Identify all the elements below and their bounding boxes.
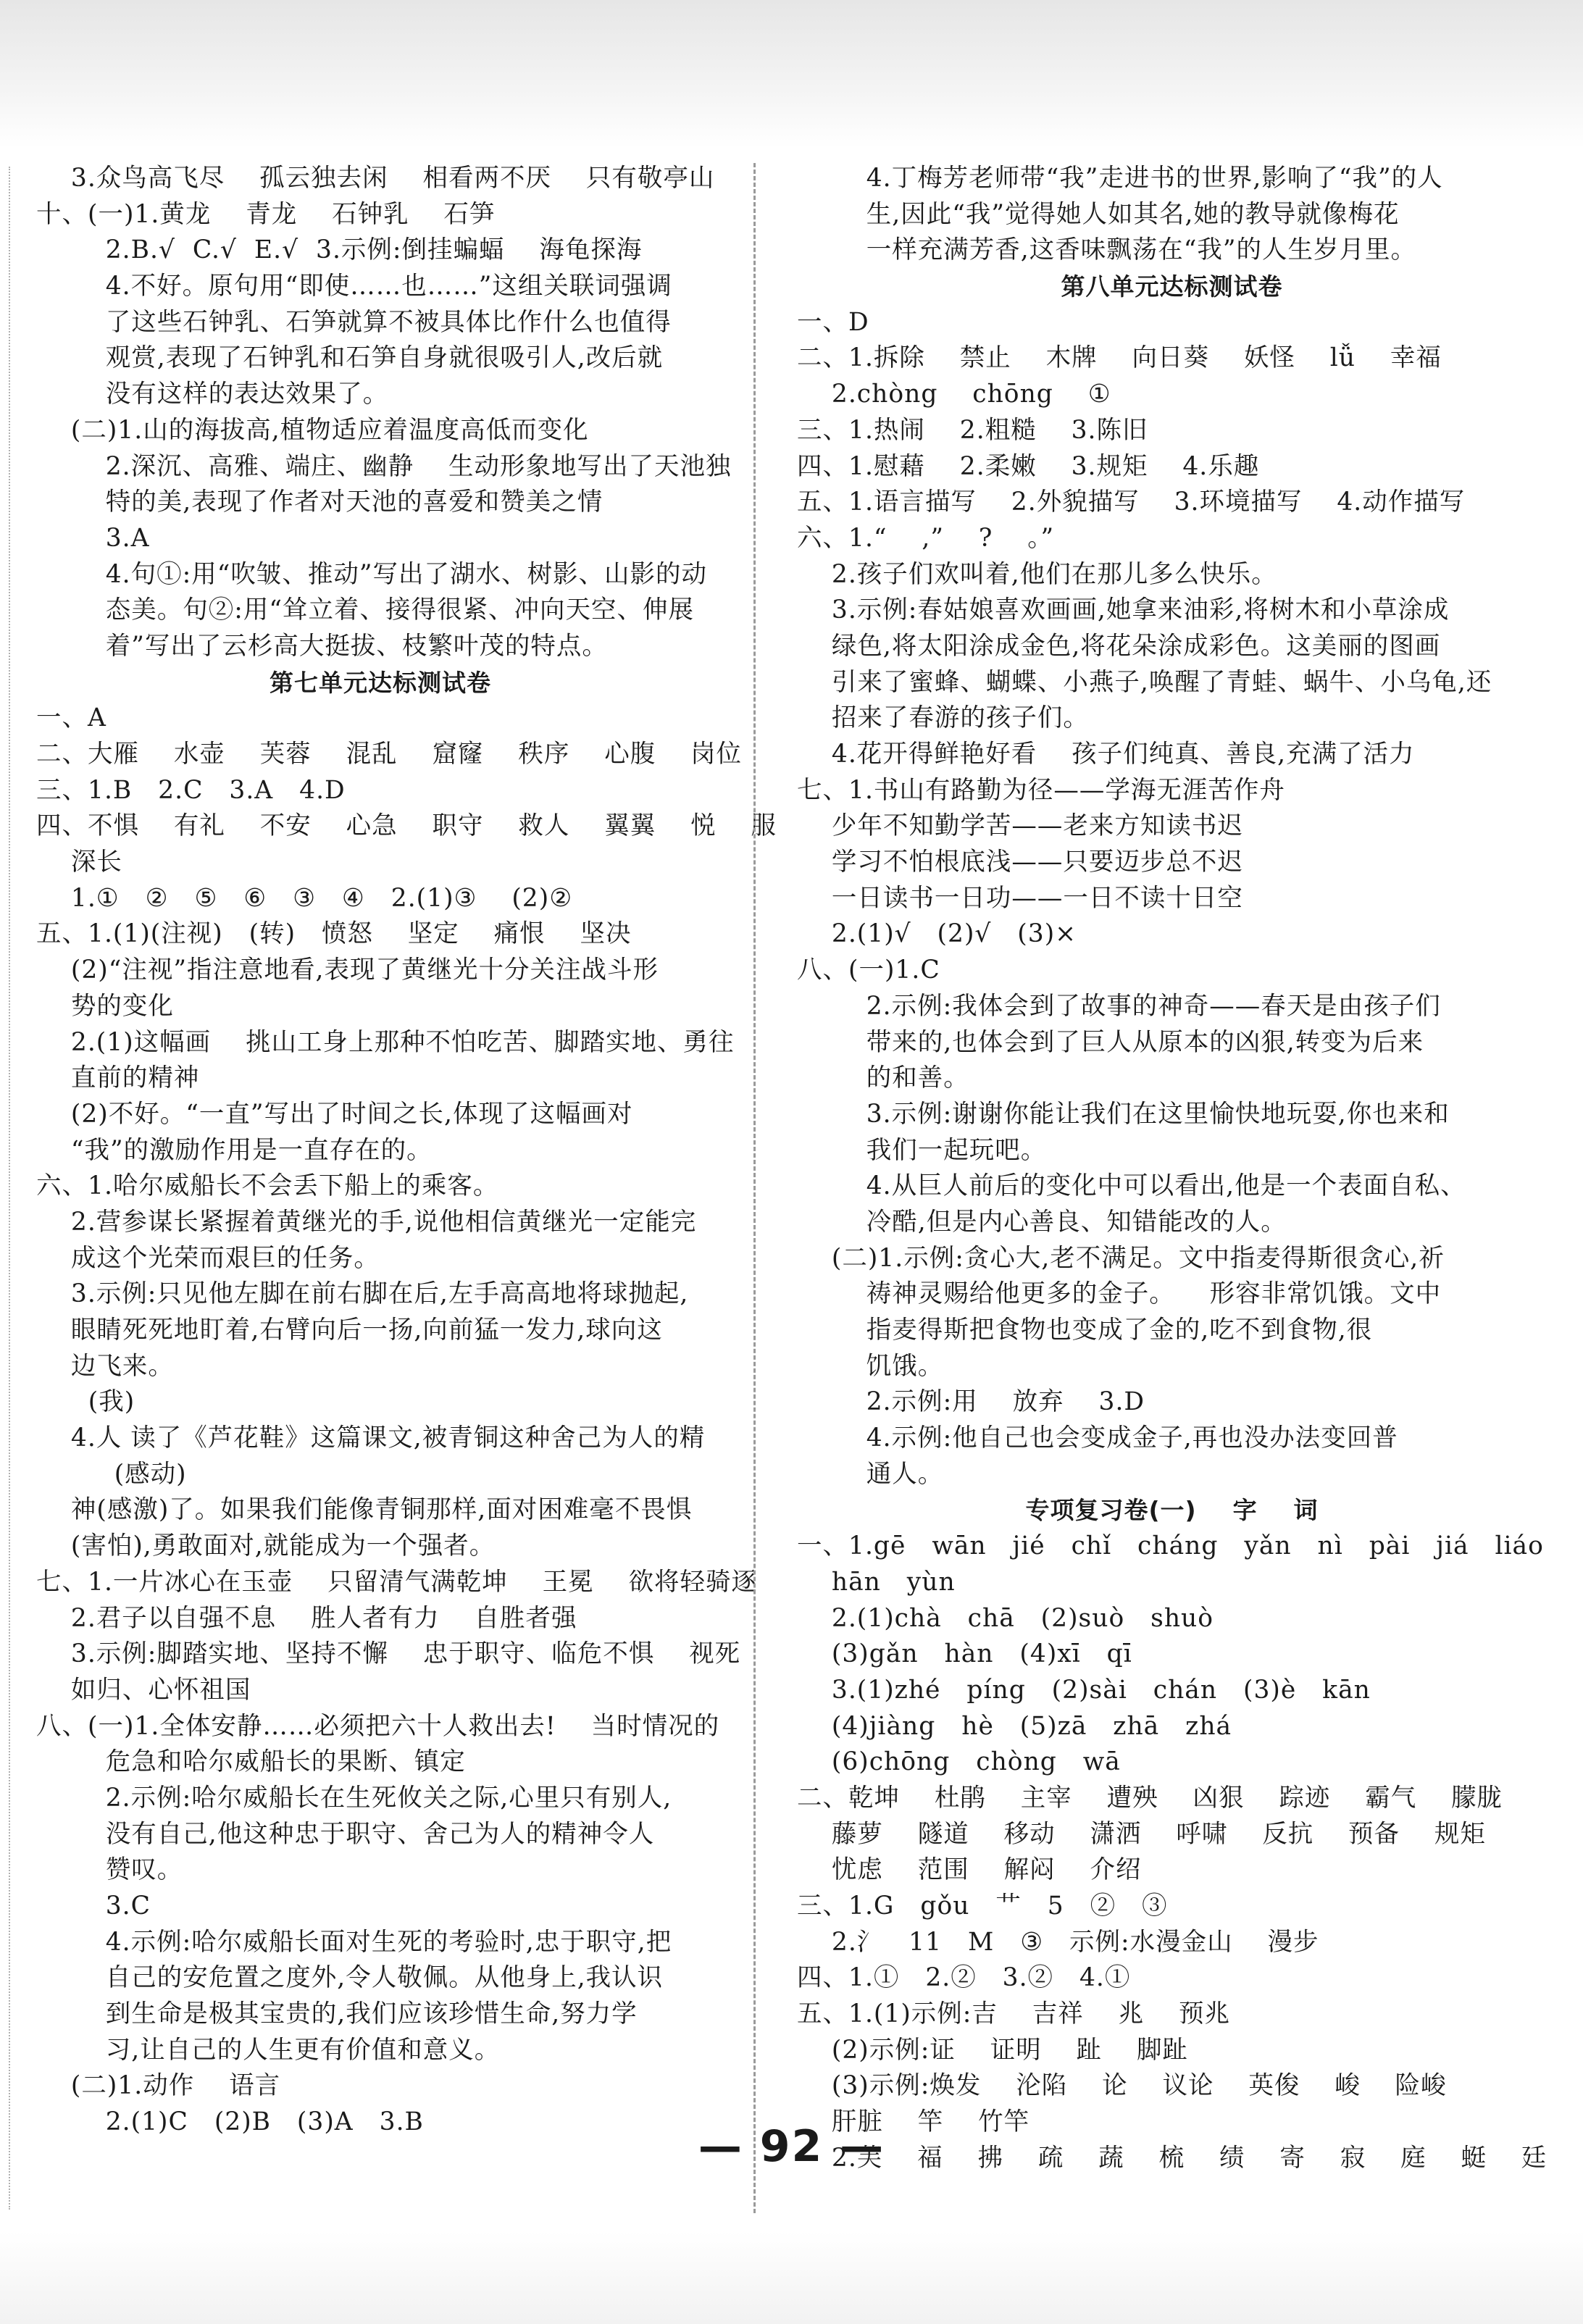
- answer-line: 3.示例:只见他左脚在前右脚在后,左手高高地将球抛起,: [36, 1279, 689, 1309]
- answer-line: 4.花开得鲜艳好看 孩子们纯真、善良,充满了活力: [797, 740, 1415, 769]
- answer-line: 2.chòng chōng ①: [797, 380, 1111, 409]
- answer-line: 3.示例:脚踏实地、坚持不懈 忠于职守、临危不惧 视死: [36, 1639, 741, 1669]
- answer-line: 2.示例:用 放弃 3.D: [797, 1387, 1145, 1417]
- answer-line: (4)jiàng hè (5)zā zhā zhá: [797, 1711, 1232, 1741]
- answer-line: 二、1.拆除 禁止 木牌 向日葵 妖怪 lǚ 幸福: [797, 343, 1442, 373]
- answer-line: 五、1.(1)(注视) (转) 愤怒 坚定 痛恨 坚决: [36, 919, 632, 949]
- answer-line: 引来了蜜蜂、蝴蝶、小燕子,唤醒了青蛙、蜗牛、小乌龟,还: [797, 667, 1492, 697]
- answer-line: 4.示例:哈尔威船长面对生死的考验时,忠于职守,把: [36, 1927, 672, 1957]
- answer-line: 肝脏 竿 竹竿: [797, 2107, 1030, 2137]
- answer-line: 祷神灵赐给他更多的金子。 形容非常饥饿。文中: [797, 1279, 1442, 1309]
- page-number: — 92 —: [698, 2121, 885, 2172]
- answer-line: 2.(1)√ (2)√ (3)×: [797, 919, 1077, 949]
- answer-line: 观赏,表现了石钟乳和石笋自身就很吸引人,改后就: [36, 343, 664, 373]
- answer-line: 自己的安危置之度外,令人敬佩。从他身上,我认识: [36, 1963, 664, 1993]
- answer-line: 一样充满芳香,这香味飘荡在“我”的人生岁月里。: [797, 235, 1416, 265]
- answer-line: 一日读书一日功——一日不读十日空: [797, 883, 1243, 913]
- answer-line: (二)1.示例:贪心大,老不满足。文中指麦得斯很贪心,祈: [797, 1243, 1445, 1273]
- answer-line: 四、1.慰藉 2.柔嫩 3.规矩 4.乐趣: [797, 451, 1260, 481]
- answer-line: 2.示例:我体会到了故事的神奇——春天是由孩子们: [797, 991, 1441, 1021]
- answer-line: 2.(1)C (2)B (3)A 3.B: [36, 2107, 424, 2137]
- answer-line: 势的变化: [36, 991, 174, 1021]
- column-divider: [753, 163, 756, 2213]
- answer-line: (3)gǎn hàn (4)xī qī: [797, 1639, 1132, 1669]
- top-shade: [0, 0, 1583, 149]
- answer-line: 4.丁梅芳老师带“我”走进书的世界,影响了“我”的人: [797, 164, 1443, 193]
- answer-line: 带来的,也体会到了巨人从原本的凶狠,转变为后来: [797, 1027, 1424, 1057]
- answer-line: 忧虑 范围 解闷 介绍: [797, 1855, 1142, 1885]
- answer-line: 一、D: [797, 307, 869, 337]
- answer-line: 七、1.书山有路勤为径——学海无涯苦作舟: [797, 775, 1285, 805]
- answer-line: (二)1.动作 语言: [36, 2071, 281, 2101]
- answer-line: 十、(一)1.黄龙 青龙 石钟乳 石笋: [36, 199, 496, 229]
- answer-line: 三、1.热闹 2.粗糙 3.陈旧: [797, 415, 1148, 445]
- answer-line: (6)chōng chòng wā: [797, 1747, 1121, 1777]
- answer-line: 4.示例:他自己也会变成金子,再也没办法变回普: [797, 1424, 1398, 1453]
- answer-line: 二、大雁 水壶 芙蓉 混乱 窟窿 秩序 心腹 岗位: [36, 740, 743, 769]
- answer-line: 我们一起玩吧。: [797, 1135, 1047, 1165]
- answer-line: 3.众鸟高飞尽 孤云独去闲 相看两不厌 只有敬亭山: [36, 164, 715, 193]
- answer-line: (3)示例:焕发 沦陷 论 议论 英俊 峻 险峻: [797, 2071, 1447, 2101]
- answer-line: 2.B.√ C.√ E.√ 3.示例:倒挂蝙蝠 海龟探海: [36, 235, 643, 265]
- answer-line: 眼睛死死地盯着,右臂向后一扬,向前猛一发力,球向这: [36, 1316, 663, 1345]
- answer-line: 3.示例:春姑娘喜欢画画,她拿来油彩,将树木和小草涂成: [797, 595, 1450, 625]
- answer-line: 4.人 读了《芦花鞋》这篇课文,被青铜这种舍己为人的精: [36, 1424, 706, 1453]
- answer-line: 2.芙 福 拂 疏 蔬 梳 绩 寄 寂 庭 蜓 廷: [797, 2143, 1548, 2173]
- answer-line: 成这个光荣而艰巨的任务。: [36, 1243, 380, 1273]
- answer-line: (二)1.山的海拔高,植物适应着温度高低而变化: [36, 415, 589, 445]
- answer-line: (我): [36, 1387, 135, 1417]
- answer-line: (2)“注视”指注意地看,表现了黄继光十分关注战斗形: [36, 956, 659, 985]
- answer-line: 2.氵 11 M ③ 示例:水漫金山 漫步: [797, 1927, 1319, 1957]
- answer-line: 特的美,表现了作者对天池的喜爱和赞美之情: [36, 488, 603, 517]
- answer-line: 少年不知勤学苦——老来方知读书迟: [797, 811, 1243, 841]
- answer-line: 危急和哈尔威船长的果断、镇定: [36, 1747, 466, 1777]
- answer-line: 四、1.① 2.② 3.② 4.①: [797, 1963, 1131, 1993]
- answer-line: 深长: [36, 848, 122, 877]
- section-heading: 专项复习卷(一) 字 词: [1025, 1496, 1319, 1525]
- answer-line: 3.示例:谢谢你能让我们在这里愉快地玩耍,你也来和: [797, 1099, 1450, 1129]
- answer-line: 冷酷,但是内心善良、知错能改的人。: [797, 1207, 1287, 1237]
- answer-line: 的和善。: [797, 1063, 969, 1093]
- answer-line: 一、1.gē wān jié chǐ cháng yǎn nì pài jiá liáo: [797, 1531, 1544, 1561]
- answer-line: 4.句①:用“吹皱、推动”写出了湖水、树影、山影的动: [36, 559, 708, 589]
- bottom-shade: [0, 2231, 1583, 2324]
- answer-line: 如归、心怀祖国: [36, 1675, 251, 1705]
- section-heading: 第七单元达标测试卷: [270, 668, 491, 697]
- binding-line: [9, 167, 10, 2210]
- answer-line: hān yùn: [797, 1567, 956, 1597]
- answer-line: 2.(1)这幅画 挑山工身上那种不怕吃苦、脚踏实地、勇往: [36, 1027, 735, 1057]
- answer-line: (害怕),勇敢面对,就能成为一个强者。: [36, 1531, 496, 1561]
- answer-line: 态美。句②:用“耸立着、接得很紧、冲向天空、伸展: [36, 595, 694, 625]
- answer-line: 3.A: [36, 523, 150, 553]
- answer-line: 七、1.一片冰心在玉壶 只留清气满乾坤 王冕 欲将轻骑逐: [36, 1567, 758, 1597]
- answer-line: 赞叹。: [36, 1855, 183, 1885]
- answer-line: 绿色,将太阳涂成金色,将花朵涂成彩色。这美丽的图画: [797, 631, 1441, 661]
- answer-line: 没有这样的表达效果了。: [36, 380, 389, 409]
- answer-line: 2.示例:哈尔威船长在生死攸关之际,心里只有别人,: [36, 1783, 672, 1813]
- answer-line: 三、1.G gǒu 艹 5 ② ③: [797, 1892, 1168, 1920]
- answer-line: 五、1.语言描写 2.外貌描写 3.环境描写 4.动作描写: [797, 488, 1466, 517]
- answer-line: 3.C: [36, 1892, 151, 1920]
- answer-line: (2)示例:证 证明 趾 脚趾: [797, 2035, 1188, 2065]
- answer-line: 2.(1)chà chā (2)suò shuò: [797, 1603, 1214, 1633]
- answer-line: 2.君子以自强不息 胜人者有力 自胜者强: [36, 1603, 577, 1633]
- answer-line: 3.(1)zhé píng (2)sài chán (3)è kān: [797, 1675, 1371, 1705]
- answer-line: 边飞来。: [36, 1351, 174, 1381]
- answer-line: 1.① ② ⑤ ⑥ ③ ④ 2.(1)③ (2)②: [36, 883, 573, 913]
- answer-line: 饥饿。: [797, 1351, 944, 1381]
- answer-line: 二、乾坤 杜鹃 主宰 遭殃 凶狠 踪迹 霸气 朦胧: [797, 1783, 1503, 1813]
- answer-line: 一、A: [36, 703, 106, 733]
- answer-line: 4.从巨人前后的变化中可以看出,他是一个表面自私、: [797, 1171, 1466, 1201]
- answer-line: 藤萝 隧道 移动 潇洒 呼啸 反抗 预备 规矩: [797, 1819, 1486, 1849]
- answer-line: 神(感激)了。如果我们能像青铜那样,面对困难毫不畏惧: [36, 1495, 693, 1525]
- answer-line: (感动): [36, 1459, 187, 1489]
- answer-line: 学习不怕根底浅——只要迈步总不迟: [797, 848, 1243, 877]
- answer-line: 八、(一)1.全体安静……必须把六十人救出去! 当时情况的: [36, 1711, 720, 1741]
- answer-line: 2.深沉、高雅、端庄、幽静 生动形象地写出了天池独: [36, 451, 732, 481]
- answer-line: (2)不好。“一直”写出了时间之长,体现了这幅画对: [36, 1099, 633, 1129]
- answer-line: 招来了春游的孩子们。: [797, 703, 1089, 733]
- answer-line: 生,因此“我”觉得她人如其名,她的教导就像梅花: [797, 199, 1400, 229]
- answer-line: 2.孩子们欢叫着,他们在那儿多么快乐。: [797, 559, 1277, 589]
- answer-line: 六、1.哈尔威船长不会丢下船上的乘客。: [36, 1171, 499, 1201]
- answer-line: 到生命是极其宝贵的,我们应该珍惜生命,努力学: [36, 1999, 638, 2029]
- section-heading: 第八单元达标测试卷: [1061, 272, 1283, 301]
- left-column: [36, 161, 777, 2141]
- answer-line: “我”的激励作用是一直存在的。: [36, 1135, 433, 1165]
- right-column: [797, 161, 1547, 2177]
- answer-line: 了这些石钟乳、石笋就算不被具体比作什么也值得: [36, 307, 672, 337]
- answer-line: 4.不好。原句用“即使……也……”这组关联词强调: [36, 272, 672, 301]
- answer-line: 六、1.“ ,” ? 。”: [797, 523, 1055, 553]
- answer-line: 五、1.(1)示例:吉 吉祥 兆 预兆: [797, 1999, 1231, 2029]
- answer-line: 着”写出了云杉高大挺拔、枝繁叶茂的特点。: [36, 631, 608, 661]
- answer-line: 直前的精神: [36, 1063, 200, 1093]
- answer-line: 没有自己,他这种忠于职守、舍己为人的精神令人: [36, 1819, 655, 1849]
- answer-line: 通人。: [797, 1459, 944, 1489]
- answer-line: 习,让自己的人生更有价值和意义。: [36, 2035, 501, 2065]
- answer-line: 2.营参谋长紧握着黄继光的手,说他相信黄继光一定能完: [36, 1207, 697, 1237]
- answer-line: 三、1.B 2.C 3.A 4.D: [36, 775, 346, 805]
- answer-line: 四、不惧 有礼 不安 心急 职守 救人 翼翼 悦 服: [36, 811, 777, 841]
- answer-line: 指麦得斯把食物也变成了金的,吃不到食物,很: [797, 1316, 1373, 1345]
- answer-line: 八、(一)1.C: [797, 956, 940, 985]
